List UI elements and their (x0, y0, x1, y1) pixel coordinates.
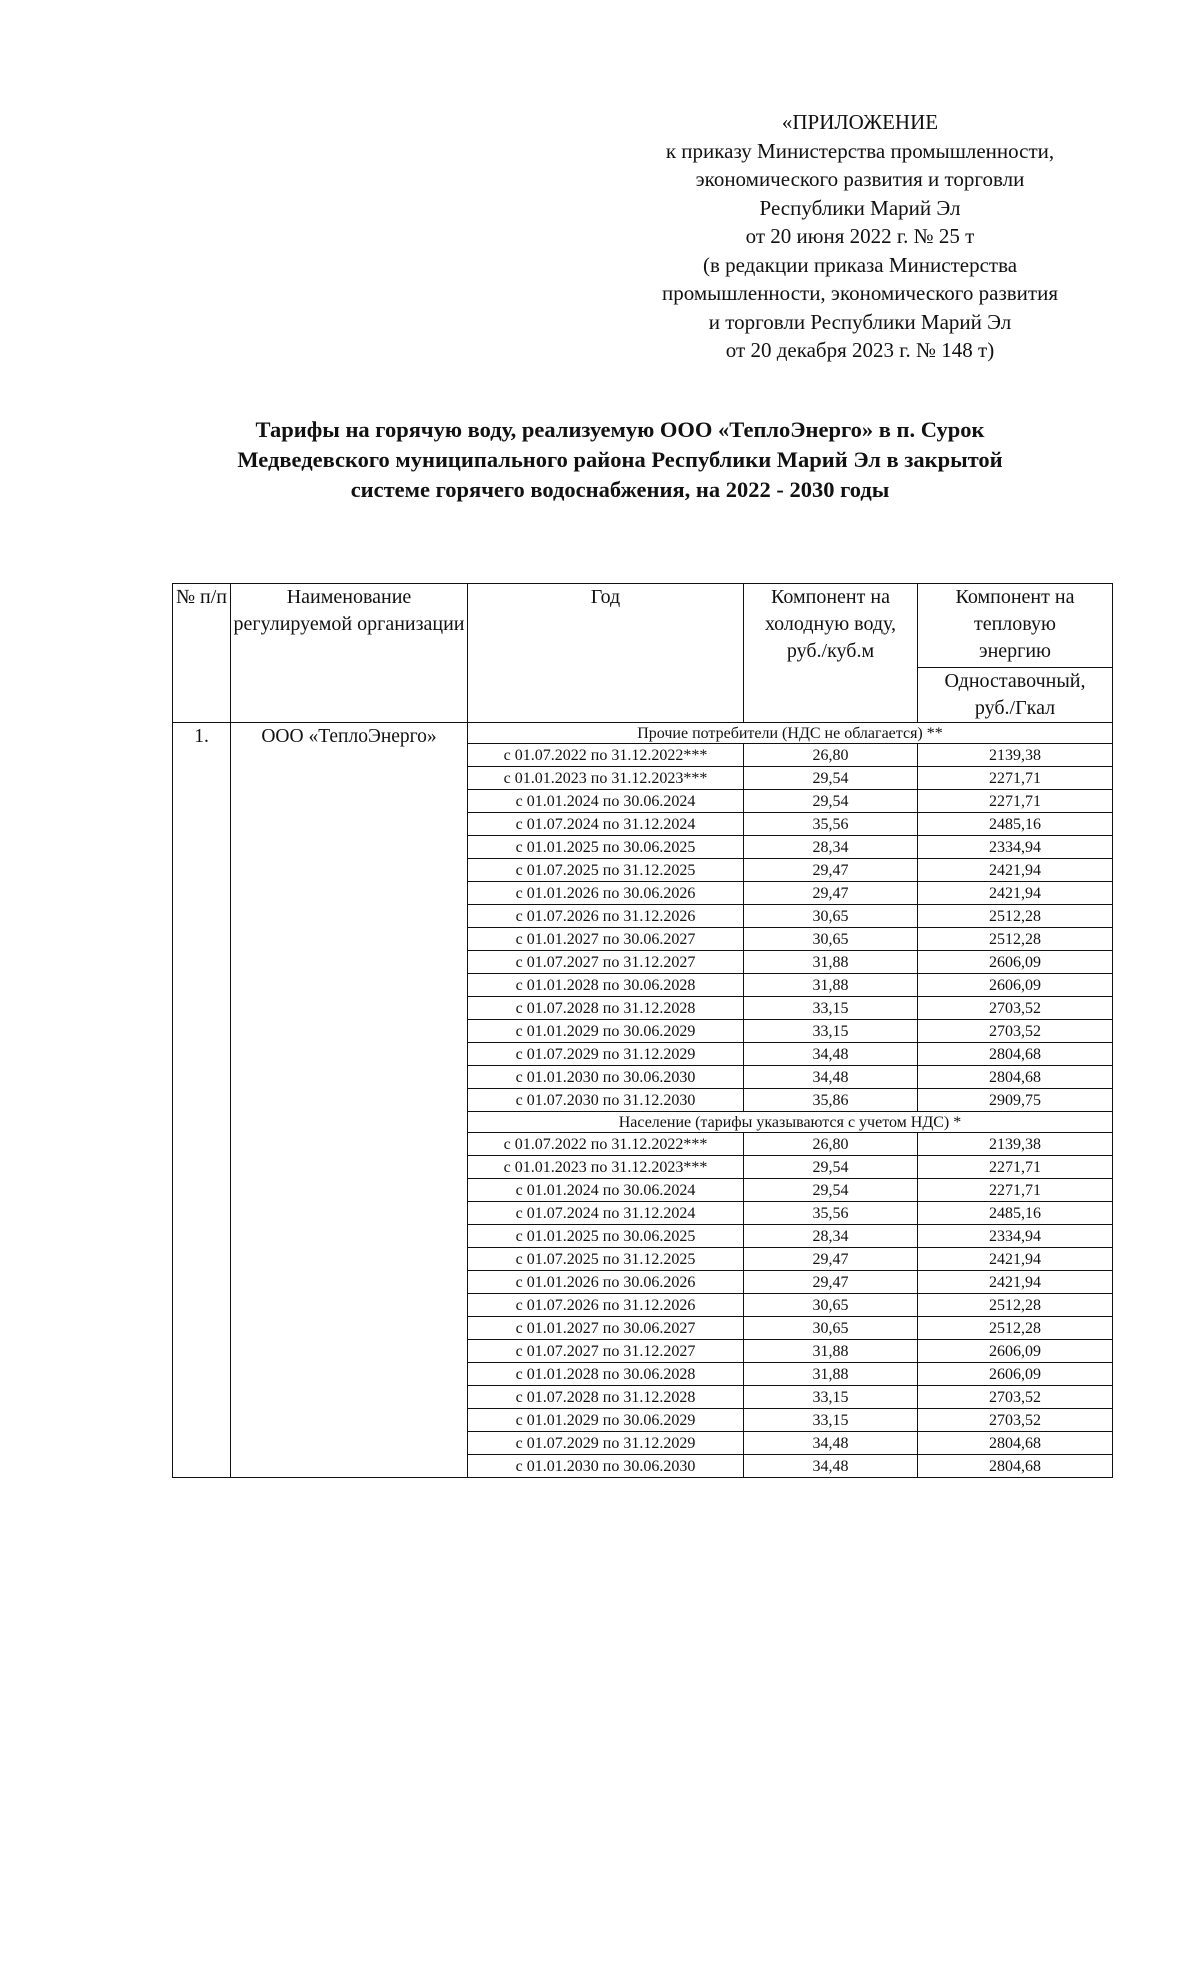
heat-energy-cell: 2139,38 (918, 744, 1113, 767)
heat-energy-cell: 2334,94 (918, 836, 1113, 859)
heat-energy-cell: 2512,28 (918, 1294, 1113, 1317)
cold-water-cell: 31,88 (744, 974, 918, 997)
period-cell: с 01.07.2024 по 31.12.2024 (468, 813, 744, 836)
header-organization: Наименование регулируемой организации (231, 584, 468, 723)
cold-water-cell: 26,80 (744, 1133, 918, 1156)
cold-water-cell: 34,48 (744, 1043, 918, 1066)
heat-energy-cell: 2703,52 (918, 1386, 1113, 1409)
heat-energy-cell: 2512,28 (918, 928, 1113, 951)
cold-water-cell: 30,65 (744, 905, 918, 928)
header-number: № п/п (173, 584, 231, 723)
row-number: 1. (173, 723, 231, 1478)
period-cell: с 01.01.2025 по 30.06.2025 (468, 836, 744, 859)
heat-energy-cell: 2271,71 (918, 767, 1113, 790)
title-line: Медведевского муниципального района Республики Марий Эл в закрытой (237, 447, 1003, 472)
appendix-line: «ПРИЛОЖЕНИЕ (781, 110, 939, 134)
consumer-category: Население (тарифы указываются с учетом НДС) * (468, 1112, 1113, 1133)
heat-energy-cell: 2334,94 (918, 1225, 1113, 1248)
period-cell: с 01.07.2029 по 31.12.2029 (468, 1432, 744, 1455)
period-cell: с 01.01.2030 по 30.06.2030 (468, 1066, 744, 1089)
appendix-line: от 20 декабря 2023 г. № 148 т) (725, 338, 995, 362)
cold-water-cell: 31,88 (744, 951, 918, 974)
appendix-line: (в редакции приказа Министерства (702, 252, 1018, 277)
heat-energy-cell: 2804,68 (918, 1043, 1113, 1066)
period-cell: с 01.07.2029 по 31.12.2029 (468, 1043, 744, 1066)
period-cell: с 01.07.2026 по 31.12.2026 (468, 1294, 744, 1317)
cold-water-cell: 28,34 (744, 1225, 918, 1248)
cold-water-cell: 33,15 (744, 1409, 918, 1432)
document-title (150, 415, 1090, 505)
consumer-category: Прочие потребители (НДС не облагается) ** (468, 723, 1113, 744)
organization-name: ООО «ТеплоЭнерго» (231, 723, 468, 1478)
period-cell: с 01.01.2027 по 30.06.2027 (468, 928, 744, 951)
cold-water-cell: 35,86 (744, 1089, 918, 1112)
cold-water-cell: 30,65 (744, 1294, 918, 1317)
period-cell: с 01.01.2030 по 30.06.2030 (468, 1455, 744, 1478)
period-cell: с 01.07.2027 по 31.12.2027 (468, 951, 744, 974)
period-cell: с 01.01.2023 по 31.12.2023*** (468, 1156, 744, 1179)
period-cell: с 01.07.2028 по 31.12.2028 (468, 1386, 744, 1409)
appendix-line: промышленности, экономического развития (661, 281, 1058, 305)
cold-water-cell: 30,65 (744, 928, 918, 951)
appendix-line: и торговли Республики Марий Эл (708, 309, 1012, 334)
period-cell: с 01.01.2029 по 30.06.2029 (468, 1020, 744, 1043)
period-cell: с 01.01.2024 по 30.06.2024 (468, 790, 744, 813)
heat-energy-cell: 2485,16 (918, 1202, 1113, 1225)
heat-energy-cell: 2271,71 (918, 1179, 1113, 1202)
period-cell: с 01.01.2026 по 30.06.2026 (468, 1271, 744, 1294)
cold-water-cell: 29,47 (744, 882, 918, 905)
period-cell: с 01.01.2023 по 31.12.2023*** (468, 767, 744, 790)
appendix-line: к приказу Министерства промышленности, (665, 138, 1055, 163)
period-cell: с 01.07.2022 по 31.12.2022*** (468, 744, 744, 767)
heat-energy-cell: 2271,71 (918, 790, 1113, 813)
cold-water-cell: 29,54 (744, 790, 918, 813)
heat-energy-cell: 2703,52 (918, 1020, 1113, 1043)
period-cell: с 01.07.2028 по 31.12.2028 (468, 997, 744, 1020)
cold-water-cell: 26,80 (744, 744, 918, 767)
period-cell: с 01.07.2030 по 31.12.2030 (468, 1089, 744, 1112)
cold-water-cell: 33,15 (744, 1020, 918, 1043)
tariff-table (172, 583, 1113, 1478)
appendix-line: экономического развития и торговли (695, 167, 1025, 191)
appendix-block (600, 108, 1120, 365)
period-cell: с 01.01.2026 по 30.06.2026 (468, 882, 744, 905)
cold-water-cell: 28,34 (744, 836, 918, 859)
period-cell: с 01.01.2027 по 30.06.2027 (468, 1317, 744, 1340)
heat-energy-cell: 2606,09 (918, 1340, 1113, 1363)
heat-energy-cell: 2512,28 (918, 905, 1113, 928)
cold-water-cell: 34,48 (744, 1432, 918, 1455)
heat-energy-cell: 2139,38 (918, 1133, 1113, 1156)
heat-energy-cell: 2804,68 (918, 1432, 1113, 1455)
cold-water-cell: 35,56 (744, 813, 918, 836)
cold-water-cell: 29,54 (744, 1179, 918, 1202)
cold-water-cell: 30,65 (744, 1317, 918, 1340)
table-header-row (173, 584, 1113, 668)
appendix-line: Республики Марий Эл (759, 195, 961, 220)
title-line: Тарифы на горячую воду, реализуемую ООО «ТеплоЭнерго» в п. Сурок (255, 417, 985, 442)
heat-energy-cell: 2703,52 (918, 1409, 1113, 1432)
cold-water-cell: 33,15 (744, 1386, 918, 1409)
header-heat-single-rate: Одноставочный, руб./Гкал (918, 667, 1113, 722)
title-line: системе горячего водоснабжения, на 2022 - 2030 годы (350, 477, 890, 502)
period-cell: с 01.01.2028 по 30.06.2028 (468, 1363, 744, 1386)
heat-energy-cell: 2606,09 (918, 951, 1113, 974)
heat-energy-cell: 2271,71 (918, 1156, 1113, 1179)
heat-energy-cell: 2909,75 (918, 1089, 1113, 1112)
cold-water-cell: 29,47 (744, 859, 918, 882)
heat-energy-cell: 2421,94 (918, 859, 1113, 882)
period-cell: с 01.07.2024 по 31.12.2024 (468, 1202, 744, 1225)
period-cell: с 01.01.2029 по 30.06.2029 (468, 1409, 744, 1432)
heat-energy-cell: 2606,09 (918, 974, 1113, 997)
cold-water-cell: 33,15 (744, 997, 918, 1020)
header-heat-energy: Компонент на тепловую энергию (918, 584, 1113, 668)
period-cell: с 01.01.2024 по 30.06.2024 (468, 1179, 744, 1202)
period-cell: с 01.07.2025 по 31.12.2025 (468, 1248, 744, 1271)
heat-energy-cell: 2804,68 (918, 1066, 1113, 1089)
heat-energy-cell: 2485,16 (918, 813, 1113, 836)
cold-water-cell: 35,56 (744, 1202, 918, 1225)
heat-energy-cell: 2606,09 (918, 1363, 1113, 1386)
period-cell: с 01.07.2026 по 31.12.2026 (468, 905, 744, 928)
period-cell: с 01.07.2022 по 31.12.2022*** (468, 1133, 744, 1156)
section-row (173, 723, 1113, 744)
heat-energy-cell: 2804,68 (918, 1455, 1113, 1478)
cold-water-cell: 31,88 (744, 1340, 918, 1363)
cold-water-cell: 29,47 (744, 1271, 918, 1294)
cold-water-cell: 31,88 (744, 1363, 918, 1386)
header-year: Год (468, 584, 744, 723)
heat-energy-cell: 2421,94 (918, 882, 1113, 905)
period-cell: с 01.07.2025 по 31.12.2025 (468, 859, 744, 882)
cold-water-cell: 34,48 (744, 1455, 918, 1478)
header-cold-water: Компонент на холодную воду, руб./куб.м (744, 584, 918, 723)
cold-water-cell: 29,54 (744, 767, 918, 790)
period-cell: с 01.07.2027 по 31.12.2027 (468, 1340, 744, 1363)
cold-water-cell: 29,54 (744, 1156, 918, 1179)
cold-water-cell: 34,48 (744, 1066, 918, 1089)
heat-energy-cell: 2421,94 (918, 1248, 1113, 1271)
cold-water-cell: 29,47 (744, 1248, 918, 1271)
heat-energy-cell: 2421,94 (918, 1271, 1113, 1294)
heat-energy-cell: 2512,28 (918, 1317, 1113, 1340)
heat-energy-cell: 2703,52 (918, 997, 1113, 1020)
period-cell: с 01.01.2028 по 30.06.2028 (468, 974, 744, 997)
period-cell: с 01.01.2025 по 30.06.2025 (468, 1225, 744, 1248)
appendix-line: от 20 июня 2022 г. № 25 т (745, 224, 975, 248)
